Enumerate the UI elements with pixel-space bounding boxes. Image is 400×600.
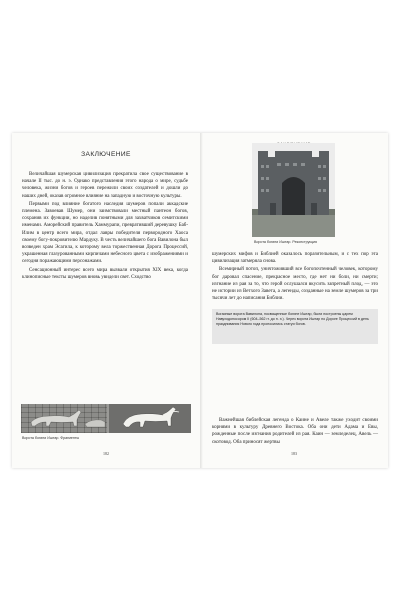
left-figure-caption: Ворота богини Иштар. Фрагменты <box>22 436 80 440</box>
gate-illustration <box>252 143 335 237</box>
ishtar-gate-relief-photo <box>21 404 191 433</box>
chapter-title: ЗАКЛЮЧЕНИЕ <box>81 151 131 158</box>
right-page <box>200 133 388 468</box>
note-text: Вогаиные ворота Вавилона, посвященные богине Иштар, были построены царем Навуходоносором II (604–562 гг. до н. э.). Через ворота Иштар по Дороге Процессий в день празднования Нового года проносились статуи богов. <box>216 312 369 327</box>
left-page <box>12 133 200 468</box>
right-figure-caption: Ворота богини Иштар. Реконструкция <box>254 240 317 244</box>
paragraph: шумерских мифов и Библией оказалось поразительным, и с тех пор эта цивилизация затмеряла снова. <box>212 252 378 265</box>
paragraph: Всемирный потоп, уничтоживший все богопочтенный человек, которому бог даровал спасение, прекрасное место, где нет ни боли, ни смерти; изгнание из рая за то, что герой ослушался вкусить запретный плод, — это не истории из Ветхого Завета, а легенды, созданные на земле шумеров за три тысячи лет до написания Библии. <box>212 267 378 302</box>
left-body-text <box>22 171 188 282</box>
paragraph: Сенсационный интерес всего мира вызвали открытия XIX века, когда клинописные тексты шумеров вновь увидели свет. Сходство <box>22 267 188 280</box>
paragraph: Важнейшая библейская легенда о Каине и Авеле также уходит своими корнями в культуру Древнего Востока. Оба они дети Адама и Евы, рожденные после изгнания родителей из рая. Каин — земледелец, Авель — скотовод. Оба приносят жертвы <box>212 418 378 445</box>
relief-animal-left <box>21 404 107 433</box>
relief-dark-panel <box>109 404 191 433</box>
book-spread <box>12 133 388 468</box>
sidebar-note <box>212 309 378 344</box>
right-body-text-bottom <box>212 417 378 447</box>
relief-animal-right <box>109 404 191 433</box>
left-page-number: 182 <box>103 451 109 456</box>
paragraph: Величайшая шумерская цивилизация прекратила свое существование в начале II тыс. до н. э. Однако представления этого народа о мире, судьбе человека, жизни богов и героев пережили своих создателей и дошли до наших дней, оказав огромное влияние на западную и восточную культуры. <box>22 172 188 199</box>
ishtar-gate-reconstruction-photo <box>252 143 335 237</box>
right-page-number: 183 <box>291 451 297 456</box>
paragraph: Первыми под влияние богатого наследия шумеров попали аккадские племена. Завоевав Шумер, они заимствовали местный пантеон богов, сохранив их функции, но наделив понятными для захватчиков семитскими именами. Аморейский правитель Хаммурапи, превративший деревушку Баб-Илим в центр всего мира, отдал лавры победителя первородного Хаоса своему богу-покровителю Мардуку. В честь величайшего бога Вавилона был возведен храм Эсагила, к которому вела торжественная Дорога Процессий, украшенная глазурованными кирпичами небесного цвета с изображениями и сегодня поражающими персонажами. <box>22 201 188 265</box>
right-body-text-top <box>212 251 378 303</box>
relief-brick-panel <box>21 404 107 433</box>
